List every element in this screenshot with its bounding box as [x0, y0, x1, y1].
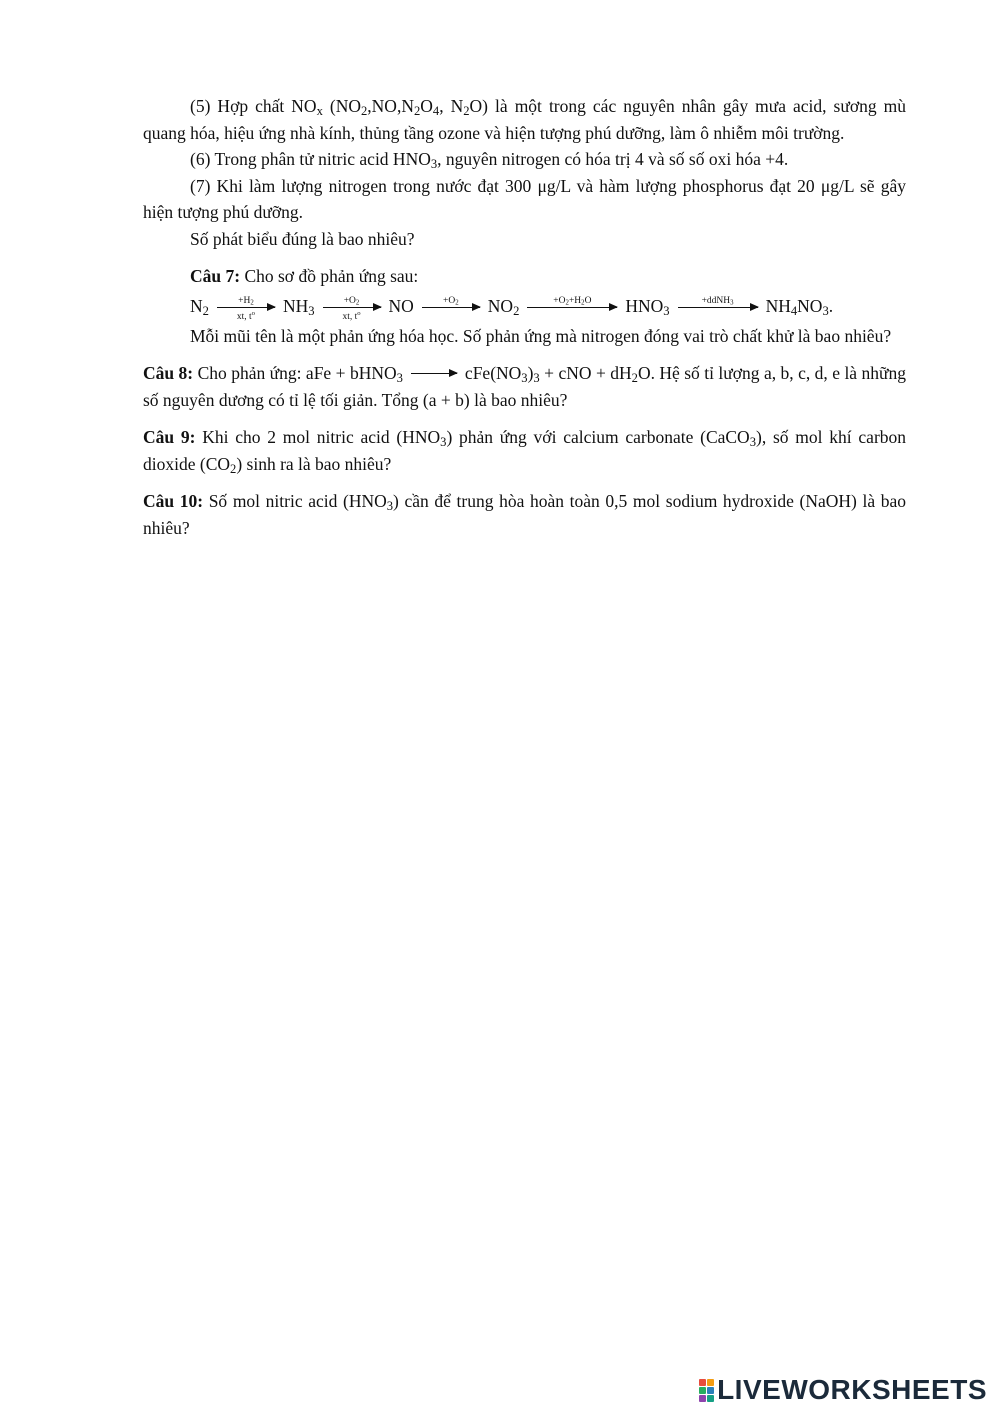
- statement-6: (6) Trong phân tử nitric acid $HNO_3$, nguyên nitrogen có hóa trị 4 và số số oxi hóa +4.: [190, 149, 789, 172]
- logo-tile: [707, 1387, 714, 1394]
- reaction-arrow-5: +ddNH$_3$: [678, 296, 758, 319]
- logo-tile: [699, 1379, 706, 1386]
- question-8-label: Câu 8:: [143, 363, 194, 383]
- logo-tile: [699, 1395, 706, 1402]
- species-hno3: $HNO_3$: [625, 296, 670, 319]
- statement-7: (7) Khi làm lượng nitrogen trong nước đạt 300 μg/L và hàm lượng phosphorus đạt 20 μg/L sẽ gây hiện tượng phú dưỡng.: [143, 175, 906, 222]
- species-no2: $NO_2$: [487, 296, 520, 319]
- reaction-arrow-icon: [411, 373, 457, 374]
- statement-5: (5) Hợp chất $NO_x$ ($NO_2,NO,N_2O_4$, $N_2O$) là một trong các nguyên nhân gây mưa acid, sương mù quang hóa, hiệu ứng nhà kính, thủng tầng ozone và hiện tượng phú dưỡng, làm ô nhiễm môi trường.: [143, 96, 906, 143]
- species-nh3: $NH_3$: [282, 296, 315, 319]
- species-no: NO: [388, 296, 414, 317]
- worksheet-page: [143, 93, 906, 541]
- reaction-arrow-4: $+O_2+H_2O$: [527, 296, 617, 319]
- reaction-scheme: [143, 291, 906, 323]
- reaction-arrow-2: $+O_2$ xt, $t^o$: [323, 296, 381, 319]
- logo-tile: [707, 1379, 714, 1386]
- logo-text: LIVEWORKSHEETS: [717, 1374, 987, 1405]
- species-n2: $N_2$: [190, 296, 209, 319]
- reaction-arrow-1: $+H_2$ xt, $t^o$: [217, 296, 275, 319]
- question-7-label: Câu 7:: [190, 266, 241, 286]
- reaction-arrow-3: $+O_2$: [422, 296, 480, 319]
- species-nh4no3: $NH_4NO_3$.: [765, 296, 834, 319]
- logo-tile: [699, 1387, 706, 1394]
- question-7-text: Mỗi mũi tên là một phản ứng hóa học. Số phản ứng mà nitrogen đóng vai trò chất khử là bao nhiêu?: [190, 325, 892, 346]
- logo-tile: [707, 1395, 714, 1402]
- question-6-prompt: Số phát biểu đúng là bao nhiêu?: [190, 228, 415, 249]
- question-8: Câu 8: Cho phản ứng: aFe + bHNO$_3$ $cFe(NO_3)_3$ + cNO + $dH_2O$. Hệ số tỉ lượng a, b, c, d, e là những số nguyên dương có tỉ lệ tối giản. Tổng (a + b) là bao nhiêu?: [143, 363, 907, 410]
- question-10: Câu 10: Số mol nitric acid $(HNO_3)$ cần để trung hòa hoàn toàn 0,5 mol sodium hydroxide (NaOH) là bao nhiêu?: [143, 491, 907, 538]
- question-10-label: Câu 10:: [143, 491, 204, 511]
- liveworksheets-logo: [699, 1375, 987, 1405]
- question-9: Câu 9: Khi cho 2 mol nitric acid $(HNO_3)$ phản ứng với calcium carbonate (CaCO$_3$), số mol khí carbon dioxide $(CO_2)$ sinh ra là bao nhiêu?: [143, 427, 907, 476]
- question-9-label: Câu 9:: [143, 427, 196, 447]
- question-7: Câu 7: Cho sơ đồ phản ứng sau:: [190, 266, 419, 286]
- logo-grid-icon: [699, 1379, 714, 1402]
